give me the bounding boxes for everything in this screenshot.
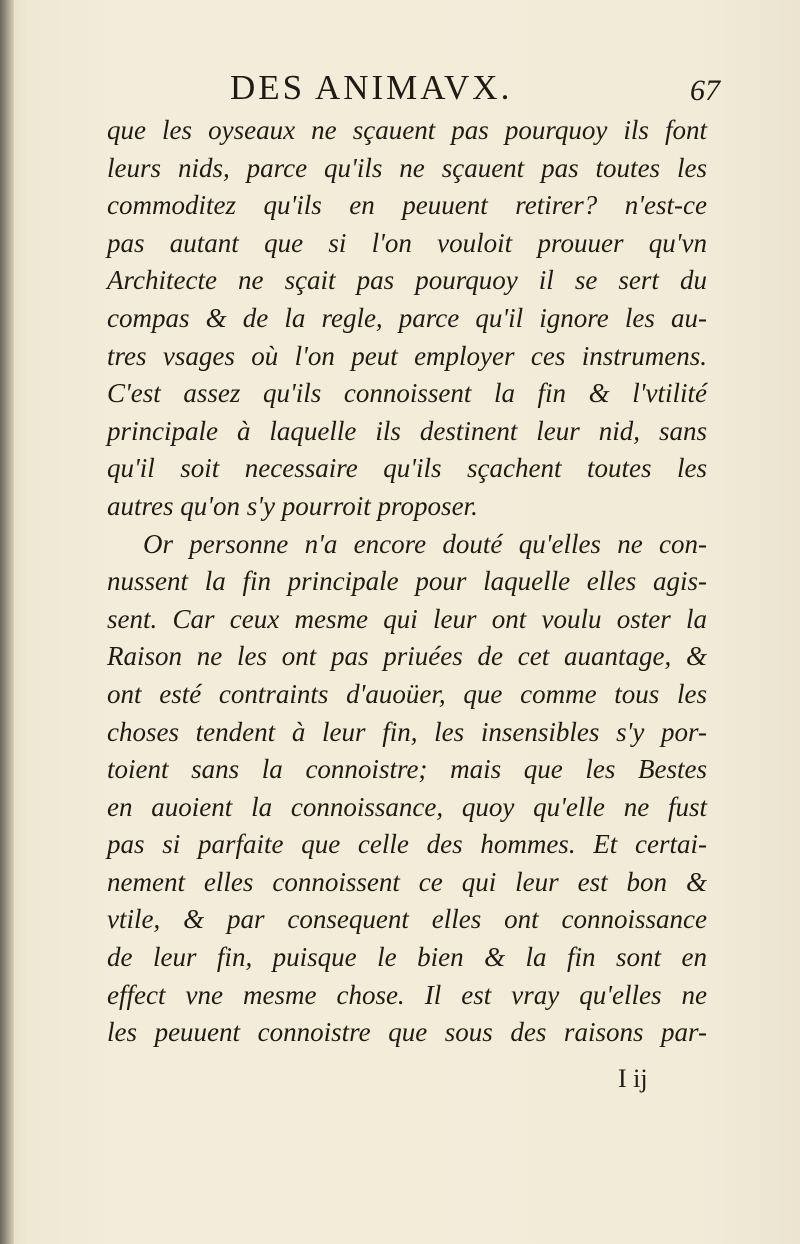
text-line: leurs nids, parce qu'ils ne sçauent pas toutes les (107, 152, 707, 183)
paragraph (107, 526, 707, 1052)
text-line: pas si parfaite que celle des hommes. Et certai- (107, 829, 707, 860)
text-line: toient sans la connoistre; mais que les Bestes (107, 754, 707, 785)
text-line: nement elles connoissent ce qui leur est bon & (107, 866, 707, 897)
text-line: vtile, & par consequent elles ont connoissance (107, 904, 707, 935)
body-text (107, 112, 707, 1052)
text-line: principale à laquelle ils destinent leur nid, sans (107, 415, 707, 446)
text-line: en auoient la connoissance, quoy qu'elle ne fust (107, 791, 707, 822)
text-line: ont esté contraints d'auoüer, que comme tous les (107, 678, 707, 709)
text-line: compas & de la regle, parce qu'il ignore les au- (107, 302, 707, 333)
text-line: autres qu'on s'y pourroit proposer. (107, 490, 478, 521)
text-line: Architecte ne sçait pas pourquoy il se sert du (107, 265, 707, 296)
paragraph (107, 112, 707, 526)
text-line: les peuuent connoistre que sous des raisons par- (107, 1017, 707, 1048)
text-line: choses tendent à leur fin, les insensibles s'y por- (107, 716, 707, 747)
text-line: commoditez qu'ils en peuuent retirer? n'est-ce (107, 190, 707, 221)
text-line: effect vne mesme chose. Il est vray qu'elles ne (107, 979, 707, 1010)
text-line: pas autant que si l'on vouloit prouuer qu'vn (107, 227, 707, 258)
text-line: qu'il soit necessaire qu'ils sçachent toutes les (107, 453, 707, 484)
page-header (110, 68, 720, 116)
text-line: de leur fin, puisque le bien & la fin sont en (107, 942, 707, 973)
binding-edge (0, 0, 14, 1244)
text-line: Or personne n'a encore douté qu'elles ne con- (143, 528, 707, 559)
text-line: sent. Car ceux mesme qui leur ont voulu oster la (107, 603, 707, 634)
page-number: 67 (690, 74, 720, 107)
text-line: tres vsages où l'on peut employer ces instrumens. (107, 340, 707, 371)
signature-mark: I ij (618, 1064, 648, 1093)
text-line: que les oyseaux ne sçauent pas pourquoy ils font (107, 115, 707, 145)
running-title: DES ANIMAVX. (230, 68, 513, 107)
text-line: Raison ne les ont pas priuées de cet auantage, & (107, 641, 707, 672)
text-line: C'est assez qu'ils connoissent la fin & l'vtilité (107, 378, 707, 409)
text-line: nussent la fin principale pour laquelle elles agis- (107, 566, 707, 597)
